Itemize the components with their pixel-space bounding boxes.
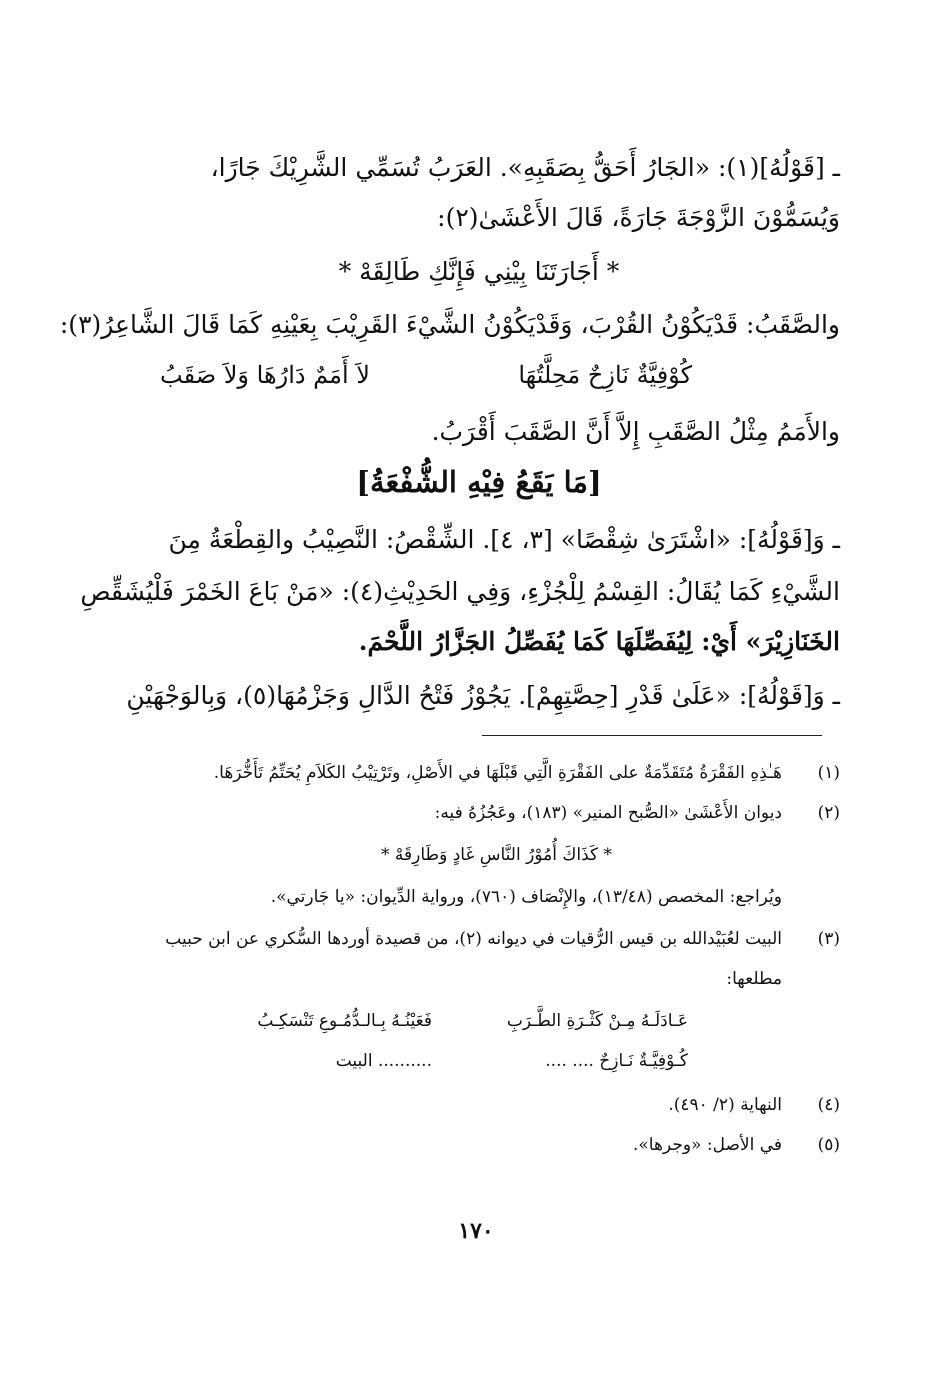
footnote-number: (٢) bbox=[817, 803, 840, 823]
footnote-4 bbox=[118, 1090, 840, 1120]
verse-2-first-hemistich: كُوْفِيَّةٌ نَازِحٌ مَحِلَّتُهَا bbox=[518, 361, 692, 389]
body-line-2: وَيُسَمُّوْنَ الزَّوْجَةَ جَارَةً، قَالَ الأَعْشَىٰ(٢): bbox=[437, 203, 840, 232]
footnote-2-verse: * كَذَاكَ أُمُوْرُ النَّاسِ غَادٍ وَطَارِقَهْ * bbox=[381, 845, 612, 865]
section-heading: [مَا يَقَعُ فِيْهِ الشُّفْعَةُ] bbox=[356, 465, 602, 499]
verse-2 bbox=[118, 355, 840, 395]
footnote-5 bbox=[118, 1130, 840, 1160]
verse-2-second-hemistich: لاَ أَمَمٌ دَارُهَا وَلاَ صَقَبُ bbox=[160, 361, 370, 389]
footnote-text: النهاية (٢/ ٤٩٠). bbox=[668, 1095, 782, 1115]
body-line-8: ـ وَ[قَوْلُهُ]: «عَلَىٰ قَدْرِ [حِصَّتِهِمْ]. يَجُوْزُ فَتْحُ الدَّالِ وَجَزْمُهَا(٥)، وَبِالوَجْهَيْنِ bbox=[126, 681, 840, 710]
footnote-1 bbox=[118, 758, 840, 788]
footnote-3-verse-2-first: كُـوْفِيَّـةٌ نَـازِحٌ .... .... bbox=[545, 1051, 688, 1071]
body-line-7: الخَنَازِيْرَ» أَيْ: لِيُفَصِّلَهَا كَمَا يُفَصِّلُ الجَزَّارُ اللَّحْمَ. bbox=[358, 627, 840, 656]
footnote-text: البيت لعُبَيْدالله بن قيس الرُّقيات في ديوانه (٢)، من قصيدة أوردها السُّكري عن ابن حبيب bbox=[165, 929, 782, 949]
footnote-number: (١) bbox=[817, 763, 840, 783]
body-line-5: ـ وَ[قَوْلُهُ]: «اشْتَرَىٰ شِقْصًا» [٣، ٤]. الشِّقْصُ: النَّصِيْبُ والقِطْعَةُ مِنَ bbox=[168, 525, 840, 554]
body-line-4: والأَمَمُ مِثْلُ الصَّقَبِ إِلاَّ أَنَّ الصَّقَبَ أَقْرَبُ. bbox=[431, 417, 840, 446]
page-number: ١٧٠ bbox=[458, 1218, 494, 1244]
footnote-text: في الأصل: «وجرها». bbox=[632, 1135, 782, 1155]
footnote-text: ديوان الأَعْشَىٰ «الصُّبح المنير» (١٨٣)، وعَجُزُهُ فيه: bbox=[434, 803, 782, 823]
body-line-1: ـ [قَوْلُهُ](١): «الجَارُ أَحَقُّ بِصَقَبِهِ». العَرَبُ تُسَمِّي الشَّرِيْكَ جَارًا، bbox=[210, 153, 840, 182]
footnote-separator bbox=[482, 735, 822, 736]
footnote-number: (٤) bbox=[817, 1095, 840, 1115]
footnote-3 bbox=[118, 924, 840, 954]
footnote-3-verse-1-first: عَـادَلَـهُ مِـنْ كَثْـرَةِ الطَّـرَبِ bbox=[506, 1011, 688, 1031]
footnote-3-verse-2-second: .......... البيت bbox=[335, 1051, 432, 1071]
body-line-3: والصَّقَبُ: قَدْيَكُوْنُ القُرْبَ، وَقَدْيَكُوْنُ الشَّيْءَ القَرِيْبَ بِعَيْنِهِ كَمَا قَالَ الشَّاعِرُ(٣): bbox=[59, 310, 840, 339]
verse-1: * أَجَارَتَنَا بِيْنِي فَإِنَّكِ طَالِقَهْ * bbox=[338, 257, 620, 286]
footnote-2 bbox=[118, 798, 840, 828]
footnote-text: هَـٰذِهِ الفَقْرَةُ مُتَقَدِّمَةٌ على الفَقْرَةِ الَّتِي قَبْلَهَا في الأَصْلِ، وتَرْتِيْبُ الكَلاَمِ يُحَتِّمُ تَأَخُّرَهَا. bbox=[213, 763, 782, 783]
footnote-2-reference: ويُراجع: المخصص (١٣/٤٨)، والإِنْصَاف (٧٦٠)، ورواية الدِّيوان: «يا جَارتي». bbox=[270, 887, 782, 907]
body-line-6: الشَّيْءِ كَمَا يُقَالُ: القِسْمُ لِلْجُزْءِ، وَفِي الحَدِيْثِ(٤): «مَنْ بَاعَ الخَمْرَ فَلْيُشَقِّصِ bbox=[80, 577, 840, 606]
footnote-3-continuation: مطلعها: bbox=[726, 969, 782, 989]
footnote-3-verse-1-second: فَعَيْنُـهُ بِـالـدُّمُـوعِ تَنْسَكِـبُ bbox=[257, 1011, 432, 1031]
footnote-number: (٣) bbox=[817, 929, 840, 949]
footnote-number: (٥) bbox=[817, 1135, 840, 1155]
